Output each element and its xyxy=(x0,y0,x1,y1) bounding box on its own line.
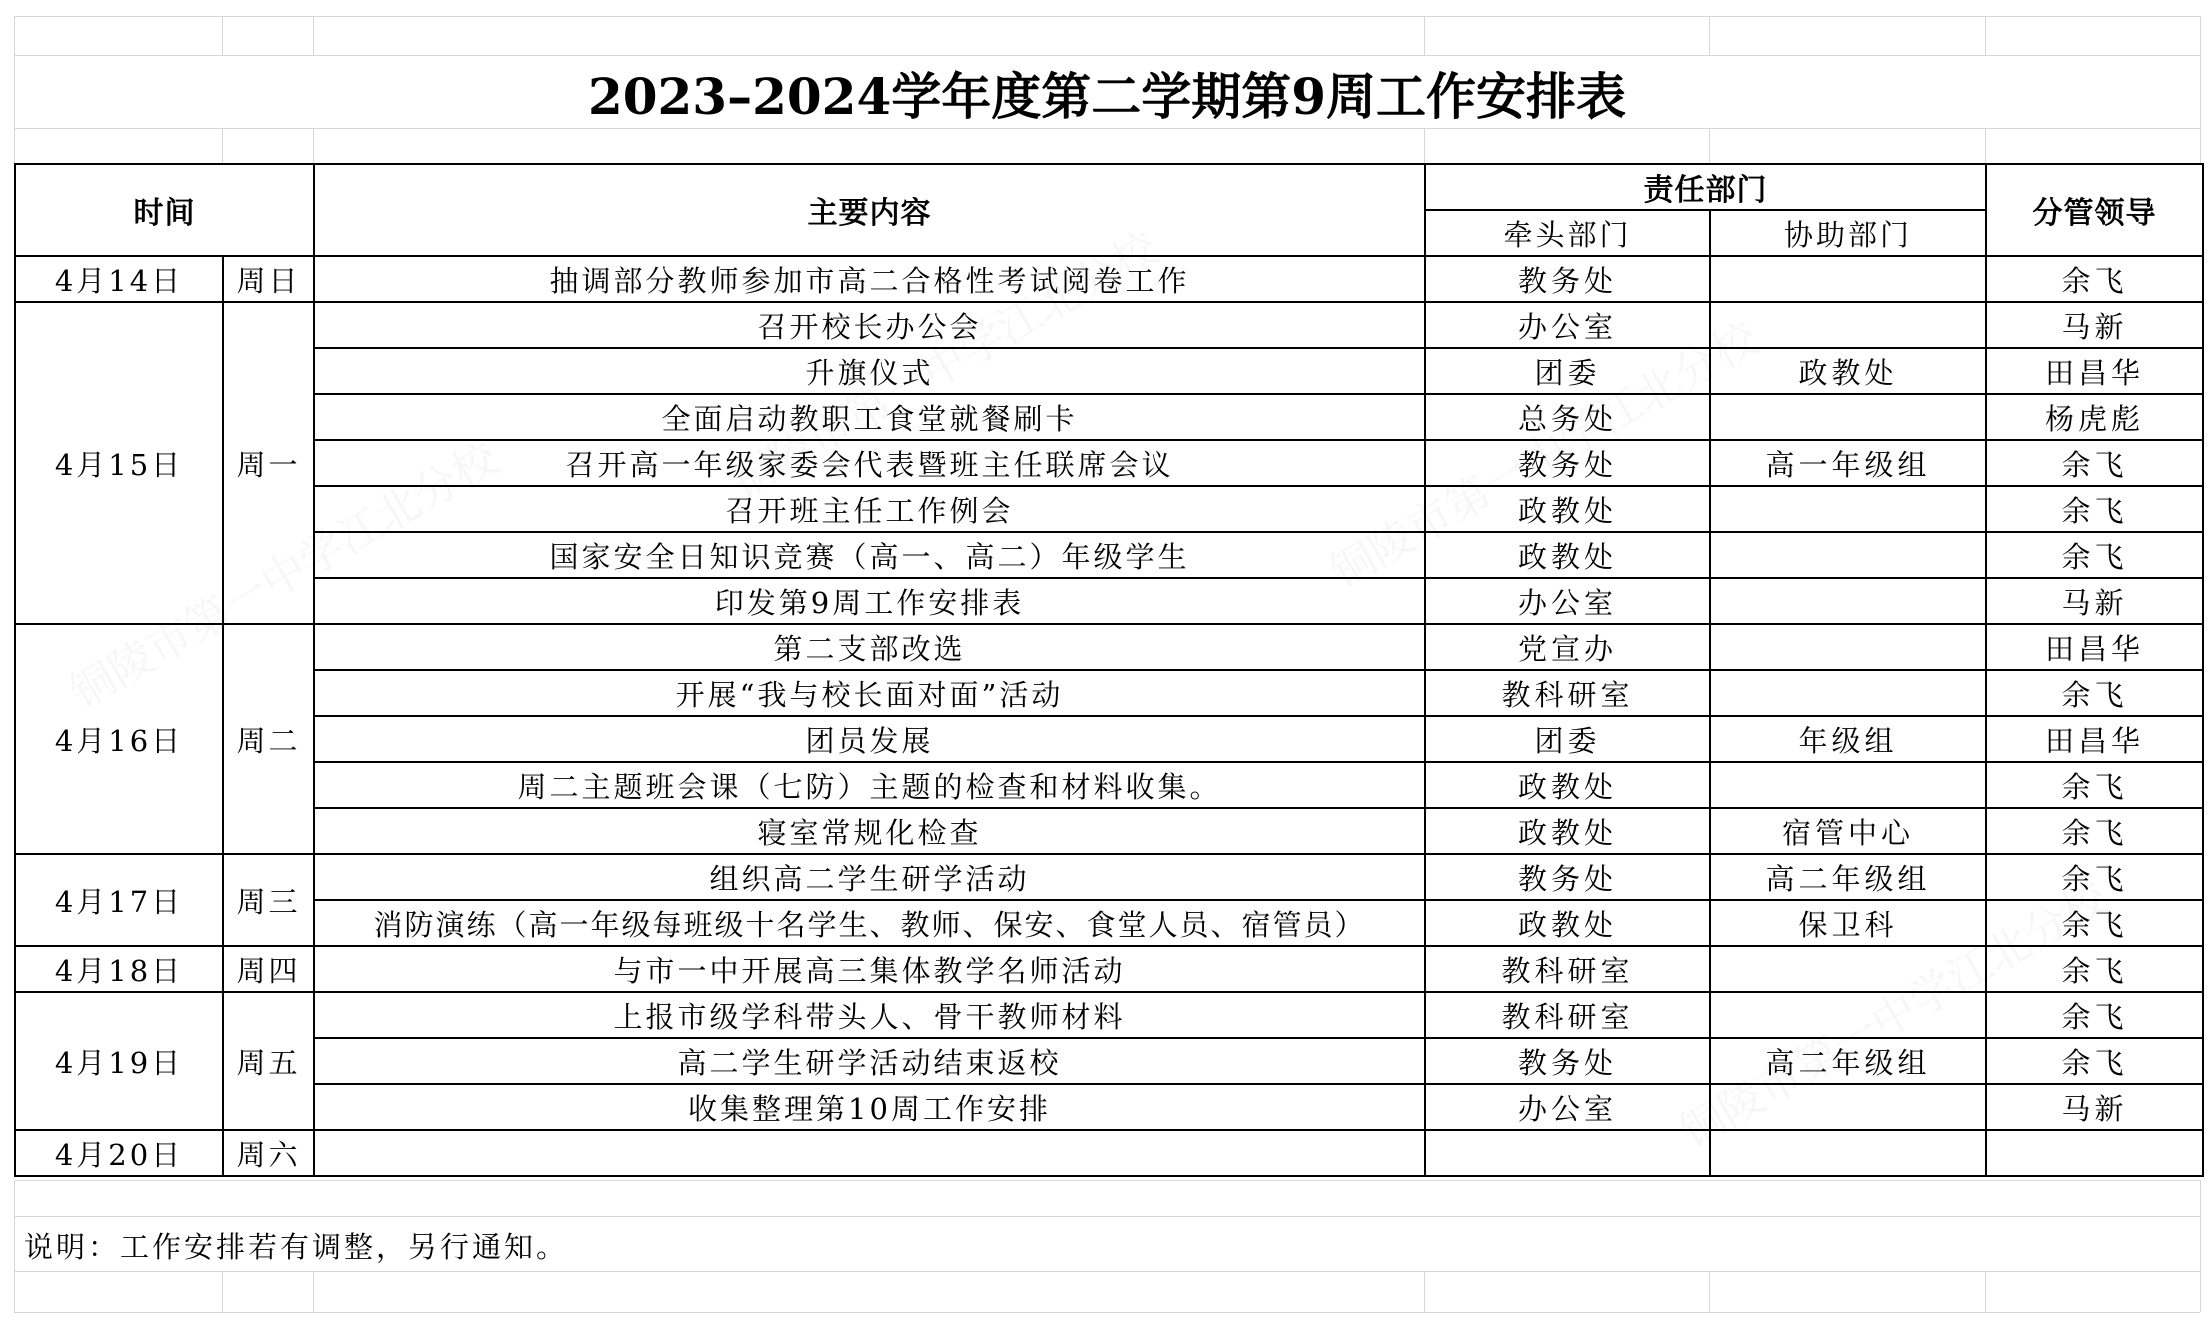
table-row xyxy=(15,762,2203,808)
date-cell: 4月17日 xyxy=(15,854,223,946)
lead-dept-cell: 政教处 xyxy=(1425,900,1710,946)
table-row xyxy=(15,578,2203,624)
grid-col xyxy=(313,16,314,56)
grid-col xyxy=(222,16,223,56)
lead-dept-cell: 总务处 xyxy=(1425,394,1710,440)
content-cell: 抽调部分教师参加市高二合格性考试阅卷工作 xyxy=(314,256,1425,302)
assist-dept-cell xyxy=(1710,670,1986,716)
assist-dept-cell xyxy=(1710,1130,1986,1176)
leader-cell: 余飞 xyxy=(1986,992,2203,1038)
lead-dept-cell: 政教处 xyxy=(1425,486,1710,532)
grid-line xyxy=(14,1271,2200,1272)
table-row xyxy=(15,808,2203,854)
table-row xyxy=(15,532,2203,578)
lead-dept-cell xyxy=(1425,1130,1710,1176)
content-cell: 高二学生研学活动结束返校 xyxy=(314,1038,1425,1084)
date-cell: 4月14日 xyxy=(15,256,223,302)
leader-cell: 田昌华 xyxy=(1986,348,2203,394)
assist-dept-cell xyxy=(1710,394,1986,440)
assist-dept-cell xyxy=(1710,578,1986,624)
content-cell: 第二支部改选 xyxy=(314,624,1425,670)
table-row xyxy=(15,624,2203,670)
grid-col xyxy=(222,1271,223,1312)
weekday-cell: 周一 xyxy=(223,302,314,624)
assist-dept-cell: 高二年级组 xyxy=(1710,854,1986,900)
table-row xyxy=(15,348,2203,394)
assist-dept-cell xyxy=(1710,624,1986,670)
grid-col xyxy=(313,128,314,163)
weekday-cell: 周二 xyxy=(223,624,314,854)
content-cell: 召开高一年级家委会代表暨班主任联席会议 xyxy=(314,440,1425,486)
table-row xyxy=(15,854,2203,900)
leader-cell: 田昌华 xyxy=(1986,624,2203,670)
content-cell: 全面启动教职工食堂就餐刷卡 xyxy=(314,394,1425,440)
assist-dept-cell xyxy=(1710,992,1986,1038)
content-cell xyxy=(314,1130,1425,1176)
header-row xyxy=(15,164,2203,210)
weekday-cell: 周三 xyxy=(223,854,314,946)
table-row xyxy=(15,1084,2203,1130)
assist-dept-cell xyxy=(1710,486,1986,532)
date-cell: 4月18日 xyxy=(15,946,223,992)
leader-cell: 余飞 xyxy=(1986,808,2203,854)
lead-dept-cell: 党宣办 xyxy=(1425,624,1710,670)
assist-dept-cell: 宿管中心 xyxy=(1710,808,1986,854)
lead-dept-cell: 办公室 xyxy=(1425,578,1710,624)
content-cell: 周二主题班会课（七防）主题的检查和材料收集。 xyxy=(314,762,1425,808)
header-content: 主要内容 xyxy=(314,164,1425,256)
lead-dept-cell: 办公室 xyxy=(1425,1084,1710,1130)
content-cell: 召开班主任工作例会 xyxy=(314,486,1425,532)
table-row xyxy=(15,992,2203,1038)
lead-dept-cell: 政教处 xyxy=(1425,808,1710,854)
footnote: 说明：工作安排若有调整，另行通知。 xyxy=(24,1230,569,1264)
leader-cell: 余飞 xyxy=(1986,1038,2203,1084)
assist-dept-cell xyxy=(1710,1084,1986,1130)
grid-col xyxy=(2200,1180,2201,1312)
assist-dept-cell: 政教处 xyxy=(1710,348,1986,394)
grid-col xyxy=(222,128,223,163)
table-row xyxy=(15,486,2203,532)
assist-dept-cell: 保卫科 xyxy=(1710,900,1986,946)
grid-col xyxy=(1709,16,1710,56)
table-row xyxy=(15,394,2203,440)
lead-dept-cell: 团委 xyxy=(1425,716,1710,762)
grid-col xyxy=(1709,128,1710,163)
table-row xyxy=(15,1038,2203,1084)
grid-col xyxy=(14,1180,15,1312)
header-lead-dept: 牵头部门 xyxy=(1425,210,1710,256)
grid-col xyxy=(1985,16,1986,56)
document-title: 2023–2024学年度第二学期第9周工作安排表 xyxy=(587,67,1627,126)
grid-line xyxy=(14,1216,2200,1217)
date-cell: 4月19日 xyxy=(15,992,223,1130)
lead-dept-cell: 教务处 xyxy=(1425,854,1710,900)
lead-dept-cell: 教务处 xyxy=(1425,256,1710,302)
table-row xyxy=(15,256,2203,302)
grid-line xyxy=(14,1312,2200,1313)
grid-col xyxy=(1424,1271,1425,1312)
weekday-cell: 周四 xyxy=(223,946,314,992)
content-cell: 消防演练（高一年级每班级十名学生、教师、保安、食堂人员、宿管员） xyxy=(314,900,1425,946)
lead-dept-cell: 教科研室 xyxy=(1425,946,1710,992)
content-cell: 上报市级学科带头人、骨干教师材料 xyxy=(314,992,1425,1038)
header-assist-dept: 协助部门 xyxy=(1710,210,1986,256)
grid-col xyxy=(1985,128,1986,163)
leader-cell: 余飞 xyxy=(1986,486,2203,532)
leader-cell: 余飞 xyxy=(1986,854,2203,900)
content-cell: 收集整理第10周工作安排 xyxy=(314,1084,1425,1130)
weekday-cell: 周日 xyxy=(223,256,314,302)
grid-line xyxy=(14,1180,2200,1181)
table-row xyxy=(15,1130,2203,1176)
assist-dept-cell xyxy=(1710,302,1986,348)
assist-dept-cell: 年级组 xyxy=(1710,716,1986,762)
assist-dept-cell xyxy=(1710,946,1986,992)
leader-cell: 杨虎彪 xyxy=(1986,394,2203,440)
content-cell: 召开校长办公会 xyxy=(314,302,1425,348)
table-row xyxy=(15,440,2203,486)
table-row xyxy=(15,716,2203,762)
grid-col xyxy=(1424,16,1425,56)
lead-dept-cell: 政教处 xyxy=(1425,532,1710,578)
leader-cell: 余飞 xyxy=(1986,532,2203,578)
lead-dept-cell: 政教处 xyxy=(1425,762,1710,808)
table-row xyxy=(15,670,2203,716)
lead-dept-cell: 办公室 xyxy=(1425,302,1710,348)
content-cell: 组织高二学生研学活动 xyxy=(314,854,1425,900)
leader-cell: 马新 xyxy=(1986,302,2203,348)
leader-cell: 余飞 xyxy=(1986,670,2203,716)
weekday-cell: 周五 xyxy=(223,992,314,1130)
grid-col xyxy=(1424,128,1425,163)
table-row xyxy=(15,900,2203,946)
date-cell: 4月20日 xyxy=(15,1130,223,1176)
leader-cell xyxy=(1986,1130,2203,1176)
grid-col xyxy=(1709,1271,1710,1312)
header-time: 时间 xyxy=(15,164,314,256)
assist-dept-cell: 高二年级组 xyxy=(1710,1038,1986,1084)
table-row xyxy=(15,946,2203,992)
lead-dept-cell: 教科研室 xyxy=(1425,670,1710,716)
header-leader: 分管领导 xyxy=(1986,164,2203,256)
table-row xyxy=(15,302,2203,348)
leader-cell: 余飞 xyxy=(1986,900,2203,946)
content-cell: 与市一中开展高三集体教学名师活动 xyxy=(314,946,1425,992)
header-responsible-dept: 责任部门 xyxy=(1425,164,1986,210)
lead-dept-cell: 教科研室 xyxy=(1425,992,1710,1038)
lead-dept-cell: 教务处 xyxy=(1425,440,1710,486)
assist-dept-cell: 高一年级组 xyxy=(1710,440,1986,486)
grid-col xyxy=(313,1271,314,1312)
leader-cell: 余飞 xyxy=(1986,440,2203,486)
assist-dept-cell xyxy=(1710,256,1986,302)
grid-line xyxy=(14,16,2200,17)
date-cell: 4月15日 xyxy=(15,302,223,624)
leader-cell: 余飞 xyxy=(1986,946,2203,992)
content-cell: 团员发展 xyxy=(314,716,1425,762)
lead-dept-cell: 团委 xyxy=(1425,348,1710,394)
content-cell: 国家安全日知识竞赛（高一、高二）年级学生 xyxy=(314,532,1425,578)
leader-cell: 余飞 xyxy=(1986,256,2203,302)
leader-cell: 马新 xyxy=(1986,1084,2203,1130)
content-cell: 印发第9周工作安排表 xyxy=(314,578,1425,624)
assist-dept-cell xyxy=(1710,762,1986,808)
schedule-table xyxy=(14,163,2204,1177)
lead-dept-cell: 教务处 xyxy=(1425,1038,1710,1084)
leader-cell: 余飞 xyxy=(1986,762,2203,808)
weekday-cell: 周六 xyxy=(223,1130,314,1176)
assist-dept-cell xyxy=(1710,532,1986,578)
content-cell: 升旗仪式 xyxy=(314,348,1425,394)
content-cell: 开展“我与校长面对面”活动 xyxy=(314,670,1425,716)
grid-col xyxy=(2200,16,2201,163)
leader-cell: 田昌华 xyxy=(1986,716,2203,762)
leader-cell: 马新 xyxy=(1986,578,2203,624)
content-cell: 寝室常规化检查 xyxy=(314,808,1425,854)
date-cell: 4月16日 xyxy=(15,624,223,854)
grid-line xyxy=(14,55,2200,56)
grid-col xyxy=(1985,1271,1986,1312)
